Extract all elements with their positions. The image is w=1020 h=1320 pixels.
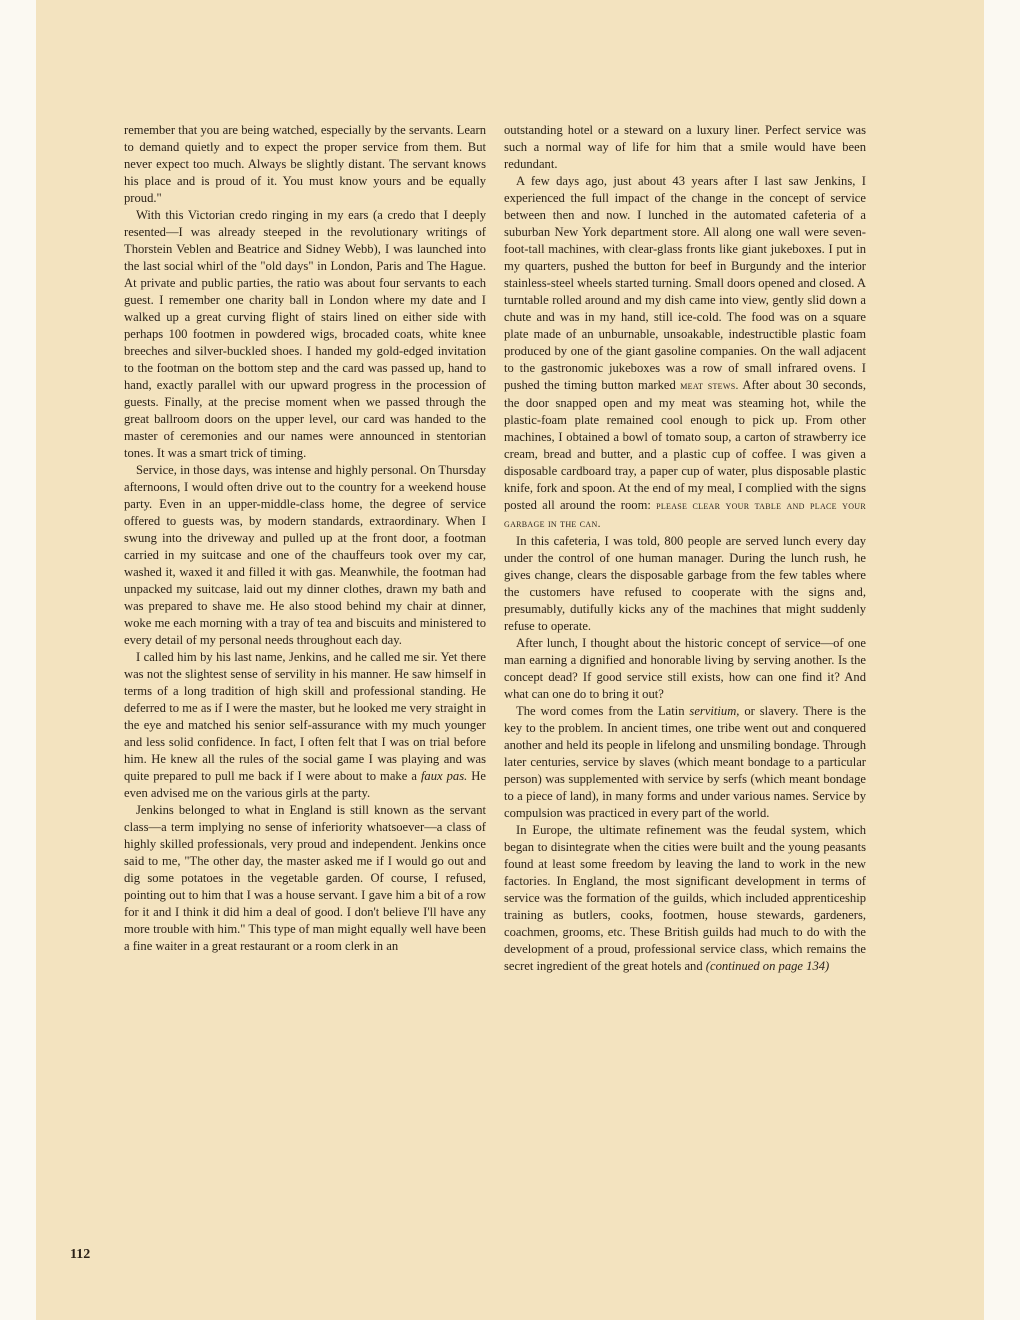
paragraph: outstanding hotel or a steward on a luxury liner. Perfect service was such a normal way of life for him that a smile would have been redundant.: [504, 123, 866, 171]
page-number: 112: [70, 1247, 91, 1262]
italic-phrase: faux pas.: [420, 769, 468, 783]
paragraph: Service, in those days, was intense and highly personal. On Thursday afternoons, I would often drive out to the country for a weekend house party. Even in an upper-middle-class home, the degree of service offered to guests was, by modern standards, extraordinary. When I swung into the driveway and pulled up at the front door, a footman carried in my suitcase and one of the chauffeurs took over my car, washed it, waxed it and filled it with gas. Meanwhile, the footman had unpacked my suitcase, laid out my dinner clothes, drawn my bath and was prepared to shave me. He also stood behind my chair at dinner, woke me each morning with a tray of tea and biscuits and ministered to every detail of my personal needs throughout each day.: [124, 463, 486, 647]
paragraph-text: In Europe, the ultimate refinement was the feudal system, which began to disintegrate when the cities were built and the young peasants found at least some freedom by leaving the land to work in the new factories. In England, the most significant development in terms of service was the formation of the guilds, which included apprenticeship training as butlers, cooks, footmen, house stewards, gardeners, coachmen, grooms, etc. These British guilds had much to do with the development of a proud, professional service class, which remains the secret ingredient of the great hotels and: [504, 823, 866, 973]
sign-text: meat stews.: [680, 380, 739, 392]
paragraph-text: He even advised me on the various girls at the party.: [124, 769, 486, 800]
paragraph-text: A few days ago, just about 43 years after I last saw Jenkins, I experienced the full impact of the change in the concept of service between then and now. I lunched in the automated cafeteria of a suburban New York department store. All along one wall were seven-foot-tall machines, with clear-glass fronts like giant jukeboxes. I put in my quarters, pushed the button for beef in Burgundy and the interior stainless-steel wheels started turning. Small doors opened and closed. A turntable rolled around and my dish came into view, gently slid down a chute and was in my hand, still ice-cold. The food was on a square plate made of an unburnable, unsoakable, indestructible plastic foam produced by one of the giant gasoline companies. On the wall adjacent to the gastronomic jukeboxes was a row of small infrared ovens. I pushed the timing button marked: [504, 174, 866, 392]
right-column: [504, 122, 866, 975]
paragraph: [124, 649, 486, 802]
paragraph: After lunch, I thought about the historic concept of service—of one man earning a dignified and honorable living by serving another. Is the concept dead? If good service still exists, how can one find it? And what can one do to bring it out?: [504, 636, 866, 701]
paragraph: In this cafeteria, I was told, 800 people are served lunch every day under the control of one human manager. During the lunch rush, he gives change, clears the disposable garbage from the few tables where the customers have refused to cooperate with the signs and, presumably, dutifully kicks any of the machines that might suddenly refuse to operate.: [504, 534, 866, 633]
italic-phrase: servitium,: [689, 704, 740, 718]
sign-text: please clear your table and place your garbage in the can.: [504, 500, 866, 530]
paragraph: With this Victorian credo ringing in my ears (a credo that I deeply resented—I was already steeped in the revolutionary writings of Thorstein Veblen and Beatrice and Sidney Webb), I was launched into the last social whirl of the "old days" in London, Paris and The Hague. At private and public parties, the ratio was about four servants to each guest. I remember one charity ball in London where my date and I walked up a great curving flight of stairs lined on either side with perhaps 100 footmen in powdered wigs, brocaded coats, white knee breeches and silver-buckled shoes. I handed my gold-edged invitation to the footman on the bottom step and the card was passed up, hand to hand, exactly parallel with our upward progress in the procession of guests. Finally, at the precise moment when we passed through the great ballroom doors on the upper level, our card was handed to the master of ceremonies and our names were announced in stentorian tones. It was a smart trick of timing.: [124, 208, 486, 460]
paragraph: [504, 173, 866, 533]
paragraph: Jenkins belonged to what in England is still known as the servant class—a term implying no sense of inferiority whatsoever—a class of highly skilled professionals, very proud and independent. Jenkins once said to me, "The other day, the master asked me if I would go out and dig some potatoes in the vegetable garden. Of course, I refused, pointing out to him that I was a house servant. I gave him a bit of a row for it and I think it did him a deal of good. I don't believe I'll have any more trouble with him." This type of man might equally well have been a fine waiter in a great restaurant or a room clerk in an: [124, 803, 486, 953]
left-column: [124, 122, 486, 955]
paragraph-text: After about 30 seconds, the door snapped open and my meat was steaming hot, while the plastic-foam plate remained cool enough to pick up. From other machines, I obtained a bowl of tomato soup, a carton of strawberry ice cream, bread and butter, and a plastic cup of coffee. I was given a disposable cardboard tray, a paper cup of water, plus disposable plastic knife, fork and spoon. At the end of my meal, I complied with the signs posted all around the room:: [504, 378, 866, 512]
paragraph-text: I called him by his last name, Jenkins, and he called me sir. Yet there was not the slightest sense of servility in his manner. He saw himself in terms of a long tradition of high skill and professional standing. He deferred to me as if I were the master, but he looked me very straight in the eye and matched his senior self-assurance with my much younger and less solid confidence. In fact, I often felt that I was on trial before him. He knew all the rules of the social game I was playing and was quite prepared to pull me back if I were about to make a: [124, 650, 486, 783]
paragraph: [504, 822, 866, 975]
paragraph: remember that you are being watched, especially by the servants. Learn to demand quietly and to expect the proper service from them. But never expect too much. Always be slightly distant. The servant knows his place and is proud of it. You must know yours and be equally proud.": [124, 123, 486, 205]
continued-note: (continued on page 134): [705, 959, 830, 973]
paragraph-text: The word comes from the Latin: [516, 704, 690, 718]
paragraph-text: or slavery. There is the key to the problem. In ancient times, one tribe went out and conquered another and held its people in lifelong and unsmiling bondage. Through later centuries, service by slaves (which meant bondage to a particular person) was supplemented with service by serfs (which meant bondage to a piece of land), in many forms and under various names. Service by compulsion was practiced in every part of the world.: [504, 704, 867, 820]
paragraph: [504, 703, 866, 822]
